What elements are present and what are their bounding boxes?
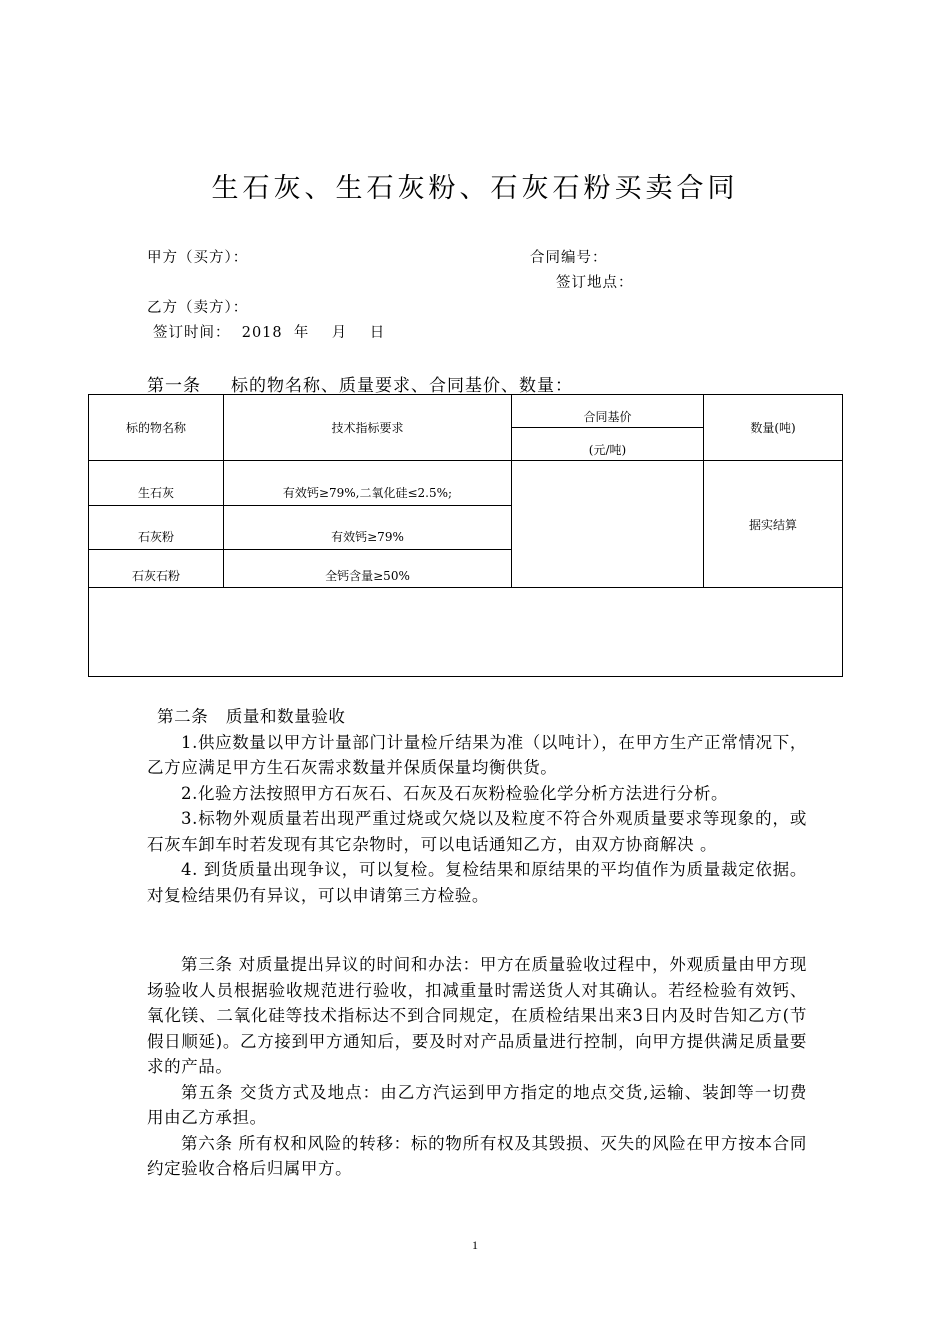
article-1-title: 标的物名称、质量要求、合同基价、数量： — [231, 376, 573, 396]
page-number: 1 — [472, 1238, 478, 1252]
header-name: 标的物名称 — [89, 395, 224, 461]
article-2-heading: 第二条 质量和数量验收 — [157, 707, 346, 726]
row-2-tech: 有效钙≥79% — [224, 506, 512, 550]
price-cell — [512, 461, 704, 588]
header-quantity: 数量(吨) — [704, 395, 843, 461]
article-5: 第五条 交货方式及地点：由乙方汽运到甲方指定的地点交货,运输、装卸等一切费用由乙方承担。 — [147, 1082, 807, 1127]
articles-3-6 — [147, 952, 807, 1182]
article-2 — [147, 704, 807, 908]
article-3: 第三条 对质量提出异议的时间和办法：甲方在质量验收过程中，外观质量由甲方现场验收人员根据验收规范进行验收，扣减重量时需送货人对其确认。若经检验有效钙、氧化镁、二氧化硅等技术指标达不到合同规定，在质检结果出来3日内及时告知乙方(节假日顺延)。乙方接到甲方通知后，要及时对产品质量进行控制，向甲方提供满足质量要求的产品。 — [147, 955, 807, 1076]
quantity-cell: 据实结算 — [704, 461, 843, 588]
seller-label: 乙方（卖方）： — [147, 300, 249, 316]
article-2-item-3: 3.标物外观质量若出现严重过烧或欠烧以及粒度不符合外观质量要求等现象的，或石灰车卸车时若发现有其它杂物时，可以电话通知乙方，由双方协商解决 。 — [147, 809, 807, 854]
document-title: 生石灰、生石灰粉、石灰石粉买卖合同 — [211, 173, 739, 204]
article-6: 第六条 所有权和风险的转移：标的物所有权及其毁损、灭失的风险在甲方按本合同约定验收合格后归属甲方。 — [147, 1133, 807, 1178]
header-price-unit: (元/吨) — [512, 428, 704, 461]
header-price: 合同基价 — [512, 395, 704, 428]
sign-place-label: 签订地点： — [556, 275, 634, 291]
row-3-tech: 全钙含量≥50% — [224, 550, 512, 588]
row-1-name: 生石灰 — [89, 461, 224, 506]
table-empty-row — [89, 588, 843, 677]
row-3-name: 石灰石粉 — [89, 550, 224, 588]
specification-table — [88, 394, 843, 677]
article-2-item-1: 1.供应数量以甲方计量部门计量检斤结果为准（以吨计），在甲方生产正常情况下，乙方应满足甲方生石灰需求数量并保质保量均衡供货。 — [147, 732, 807, 777]
sign-time-label: 签订时间： 2018 年 月 日 — [153, 325, 386, 341]
article-1-heading — [147, 371, 573, 396]
article-1-number: 第一条 — [147, 376, 201, 396]
row-2-name: 石灰粉 — [89, 506, 224, 550]
row-1-tech: 有效钙≥79%,二氧化硅≤2.5%; — [224, 461, 512, 506]
buyer-label: 甲方（买方）： — [147, 250, 249, 266]
article-2-item-4: 4. 到货质量出现争议，可以复检。复检结果和原结果的平均值作为质量裁定依据。对复检结果仍有异议，可以申请第三方检验。 — [147, 860, 807, 905]
contract-number-label: 合同编号： — [530, 250, 608, 266]
article-2-item-2: 2.化验方法按照甲方石灰石、石灰及石灰粉检验化学分析方法进行分析。 — [181, 783, 729, 803]
header-tech: 技术指标要求 — [224, 395, 512, 461]
